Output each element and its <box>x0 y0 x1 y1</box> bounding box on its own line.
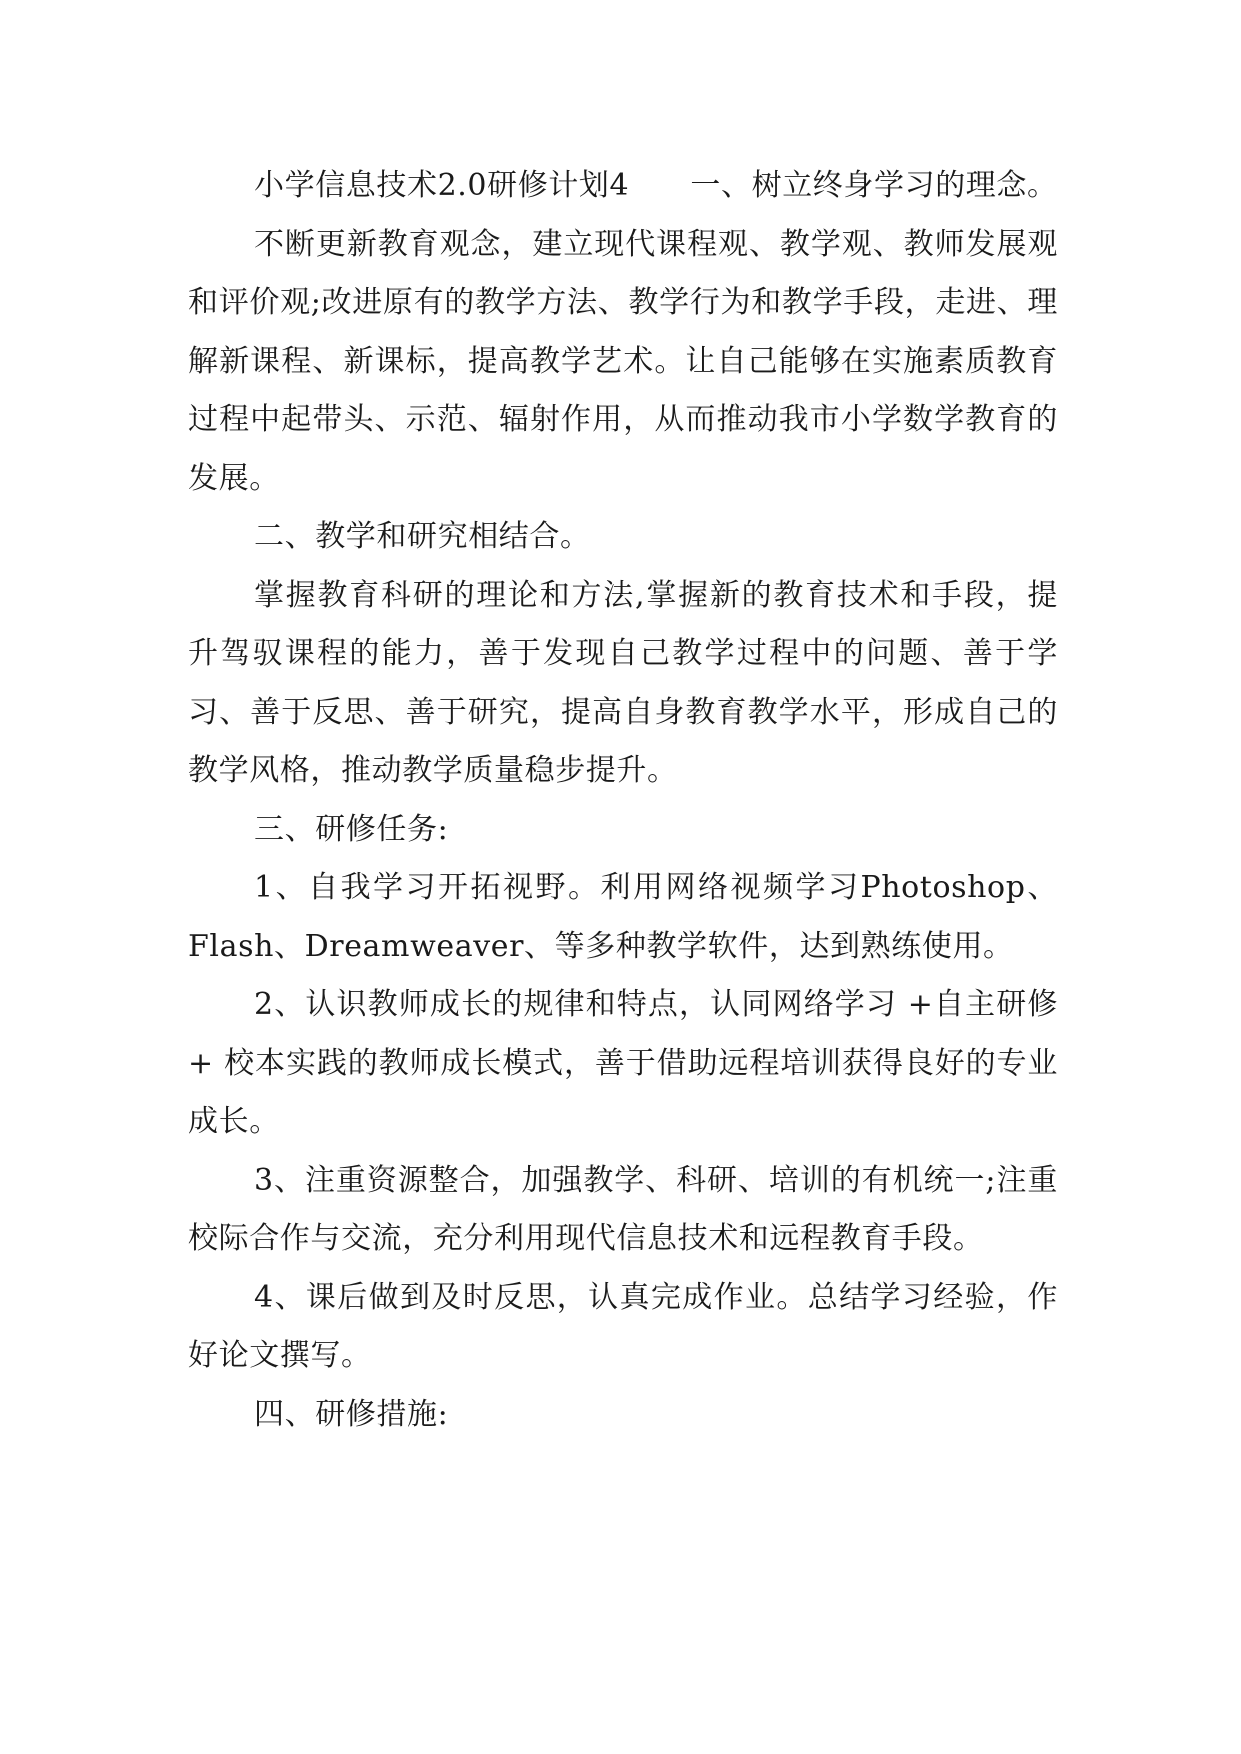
document-body <box>188 157 1058 1444</box>
paragraph-section-2-body: 掌握教育科研的理论和方法,掌握新的教育技术和手段，提升驾驭课程的能力，善于发现自己教学过程中的问题、善于学习、善于反思、善于研究，提高自身教育教学水平，形成自己的教学风格，推动教学质量稳步提升。 <box>188 577 1058 788</box>
list-item-task-1: 1、自我学习开拓视野。利用网络视频学习Photoshop、Flash、Dreamweaver、等多种教学软件，达到熟练使用。 <box>188 870 1058 964</box>
list-item-task-2: 2、认识教师成长的规律和特点，认同网络学习 +自主研修+ 校本实践的教师成长模式，善于借助远程培训获得良好的专业成长。 <box>188 987 1058 1139</box>
heading-section-4: 四、研修措施: <box>254 1396 449 1432</box>
list-item-task-4: 4、课后做到及时反思，认真完成作业。总结学习经验，作好论文撰写。 <box>188 1279 1058 1373</box>
paragraph-title-and-section-1: 小学信息技术2.0研修计划4 一、树立终身学习的理念。 <box>254 168 1058 203</box>
heading-section-2: 二、教学和研究相结合。 <box>254 519 591 554</box>
list-item-task-3: 3、注重资源整合，加强教学、科研、培训的有机统一;注重校际合作与交流，充分利用现代信息技术和远程教育手段。 <box>188 1162 1058 1256</box>
heading-section-3: 三、研修任务: <box>254 811 449 847</box>
paragraph-section-1-body: 不断更新教育观念，建立现代课程观、教学观、教师发展观和评价观;改进原有的教学方法、教学行为和教学手段，走进、理解新课程、新课标，提高教学艺术。让自己能够在实施素质教育过程中起带头、示范、辐射作用，从而推动我市小学数学教育的发展。 <box>188 226 1058 496</box>
